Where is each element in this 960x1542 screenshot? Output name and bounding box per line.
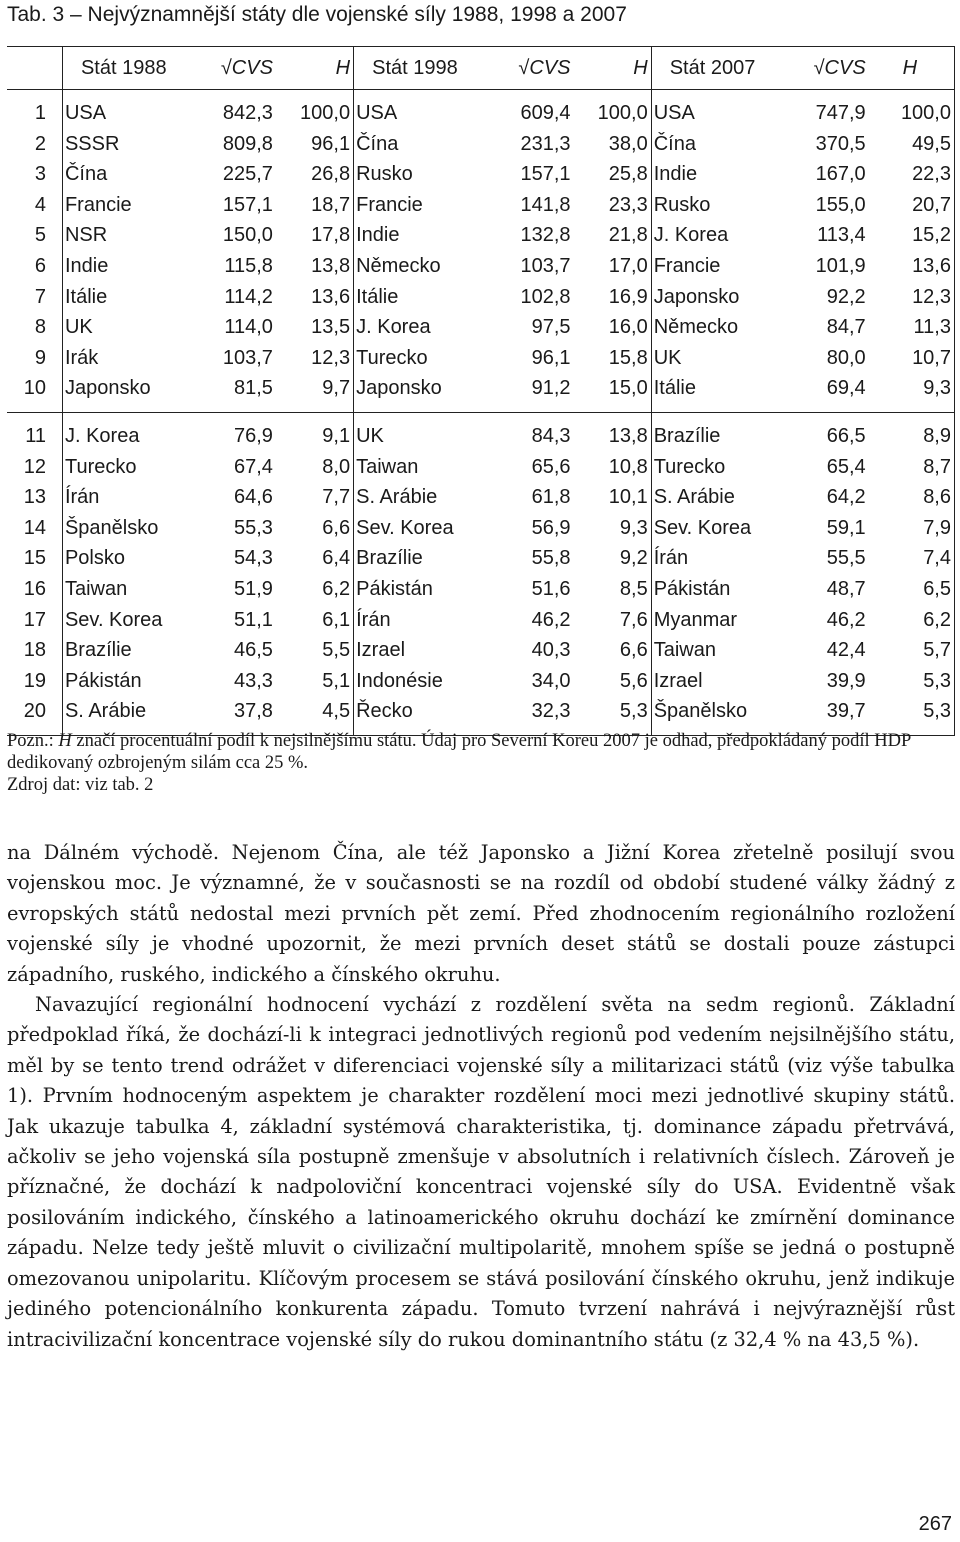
state-1988-cell: Pákistán: [64, 669, 142, 692]
rank-cell: 13: [7, 482, 62, 513]
h-1988-cell: 13,6: [276, 282, 354, 313]
note-prefix: Pozn.:: [7, 731, 59, 751]
h-1988-cell: 26,8: [276, 159, 354, 190]
cvs-1988-cell: 76,9: [233, 424, 273, 447]
table-body-top10: [7, 90, 955, 413]
rank-cell: 10: [7, 373, 62, 404]
h-1998-cell: 13,8: [574, 421, 652, 452]
state-1988-cell: Indie: [64, 254, 109, 277]
header-h-2007: H: [869, 47, 955, 90]
state-1988-cell: Turecko: [64, 455, 137, 478]
h-1998-cell: 9,2: [574, 543, 652, 574]
cvs-1998-cell: 97,5: [531, 316, 571, 339]
cvs-2007-cell: 155,0: [815, 193, 866, 216]
cvs-2007-cell: 55,5: [826, 547, 866, 570]
rank-cell: 1: [7, 98, 62, 129]
table-spacer-row: [7, 404, 955, 413]
cvs-2007-cell: 48,7: [826, 577, 866, 600]
rank-cell: 9: [7, 343, 62, 374]
state-1998-cell: Itálie: [356, 285, 399, 308]
h-2007-cell: 6,2: [869, 605, 955, 636]
state-1988-cell: Španělsko: [64, 516, 159, 539]
state-1988-cell: Írán: [64, 486, 100, 509]
rank-cell: 5: [7, 220, 62, 251]
cvs-1998-cell: 231,3: [520, 132, 571, 155]
cvs-1988-cell: 114,0: [224, 316, 273, 339]
state-1998-cell: Sev. Korea: [356, 516, 454, 539]
h-1988-cell: 6,6: [276, 513, 354, 544]
cvs-2007-cell: 39,9: [826, 669, 866, 692]
state-2007-cell: Německo: [653, 316, 739, 339]
cvs-2007-cell: 65,4: [826, 455, 866, 478]
cvs-2007-cell: 747,9: [815, 102, 866, 124]
h-1998-cell: 5,6: [574, 666, 652, 697]
cvs-1998-cell: 157,1: [520, 163, 571, 186]
header-rank: [7, 47, 62, 90]
spacer-cell: [354, 404, 491, 413]
state-2007-cell: Sev. Korea: [653, 516, 752, 539]
state-2007-cell: J. Korea: [653, 224, 729, 247]
h-2007-cell: 11,3: [869, 312, 955, 343]
table-row: [7, 513, 955, 544]
h-1998-cell: 17,0: [574, 251, 652, 282]
state-1998-cell: Turecko: [356, 346, 428, 369]
state-1988-cell: UK: [64, 316, 93, 339]
cvs-1998-cell: 132,8: [520, 224, 571, 247]
h-1988-cell: 4,5: [276, 696, 354, 727]
state-1998-cell: UK: [356, 424, 384, 447]
spacer-cell: [62, 404, 194, 413]
state-1998-cell: Izrael: [356, 639, 406, 662]
h-2007-cell: 20,7: [869, 190, 955, 221]
cvs-1988-cell: 842,3: [222, 102, 273, 124]
note-h-symbol: H: [58, 731, 72, 751]
cvs-2007-cell: 167,0: [815, 163, 866, 186]
cvs-2007-cell: 80,0: [826, 346, 866, 369]
state-2007-cell: Pákistán: [653, 577, 731, 600]
rank-cell: 2: [7, 129, 62, 160]
table-row: [7, 251, 955, 282]
cvs-1988-cell: 64,6: [233, 486, 273, 509]
h-2007-cell: 8,6: [869, 482, 955, 513]
cvs-1998-cell: 55,8: [531, 547, 571, 570]
h-1988-cell: 12,3: [276, 343, 354, 374]
spacer-cell: [354, 90, 491, 99]
table-row: [7, 220, 955, 251]
table-row: [7, 282, 955, 313]
h-1998-cell: 38,0: [574, 129, 652, 160]
paragraph-1: na Dálném východě. Nejenom Čína, ale též Japonsko a Jižní Korea zřetelně posilují svou vojenskou moc. Je významné, že v současnosti se na rozdíl od období studené války žádný z evropských států nedostal mezi prvních pět zemí. Před zhodnocením regionálního rozložení vojenské síly je vhodné upozornit, že mezi prvních deset států se dostali pouze zástupci západního, ruského, indického a čínského okruhu.: [7, 841, 955, 986]
state-2007-cell: Izrael: [653, 669, 703, 692]
h-1988-cell: 5,5: [276, 635, 354, 666]
h-1988-cell: 6,2: [276, 574, 354, 605]
h-1998-cell: 25,8: [574, 159, 652, 190]
cvs-1988-cell: 103,7: [222, 346, 273, 369]
spacer-cell: [276, 412, 354, 421]
h-2007-cell: 10,7: [869, 343, 955, 374]
spacer-cell: [574, 90, 652, 99]
spacer-cell: [574, 404, 652, 413]
state-2007-cell: Itálie: [653, 377, 696, 400]
spacer-cell: [869, 404, 955, 413]
h-2007-cell: 15,2: [869, 220, 955, 251]
rank-cell: 14: [7, 513, 62, 544]
spacer-cell: [781, 404, 868, 413]
table-row: [7, 543, 955, 574]
state-1998-cell: Francie: [356, 193, 423, 216]
h-2007-cell: 8,7: [869, 452, 955, 483]
cvs-2007-cell: 66,5: [826, 424, 866, 447]
cvs-1988-cell: 225,7: [222, 163, 273, 186]
state-2007-cell: Španělsko: [653, 700, 748, 723]
state-1998-cell: Čína: [356, 132, 399, 155]
table-row: [7, 696, 955, 727]
cvs-2007-cell: 64,2: [826, 486, 866, 509]
spacer-cell: [7, 90, 62, 99]
rank-cell: 8: [7, 312, 62, 343]
spacer-cell: [7, 404, 62, 413]
state-1998-cell: Německo: [356, 254, 441, 277]
table-row: [7, 98, 955, 129]
spacer-cell: [869, 90, 955, 99]
h-1988-cell: 8,0: [276, 452, 354, 483]
table-caption: Tab. 3 – Nejvýznamnější státy dle vojenské síly 1988, 1998 a 2007: [7, 3, 627, 26]
h-2007-cell: 5,7: [869, 635, 955, 666]
cvs-1988-cell: 81,5: [233, 377, 273, 400]
cvs-1988-cell: 37,8: [233, 700, 273, 723]
cvs-1998-cell: 103,7: [520, 254, 571, 277]
table-row: [7, 574, 955, 605]
cvs-1998-cell: 40,3: [531, 639, 571, 662]
spacer-cell: [574, 412, 652, 421]
table-body-11-20: [7, 412, 955, 735]
cvs-2007-cell: 69,4: [826, 377, 866, 400]
spacer-cell: [62, 90, 194, 99]
spacer-cell: [651, 404, 781, 413]
header-cvs-1988: √CVS: [194, 47, 276, 90]
state-2007-cell: Turecko: [653, 455, 726, 478]
spacer-cell: [490, 90, 573, 99]
state-1998-cell: Brazílie: [356, 547, 423, 570]
h-1988-cell: 9,1: [276, 421, 354, 452]
body-text: [7, 838, 955, 1355]
h-1988-cell: 7,7: [276, 482, 354, 513]
table-row: [7, 312, 955, 343]
state-1998-cell: Řecko: [356, 700, 413, 723]
spacer-cell: [781, 412, 868, 421]
spacer-cell: [651, 412, 781, 421]
h-2007-cell: 5,3: [869, 666, 955, 697]
state-1998-cell: Taiwan: [356, 455, 419, 478]
cvs-1988-cell: 54,3: [233, 547, 273, 570]
state-2007-cell: Indie: [653, 163, 698, 186]
spacer-cell: [781, 90, 868, 99]
rank-cell: 12: [7, 452, 62, 483]
cvs-2007-cell: 46,2: [826, 608, 866, 631]
state-1988-cell: NSR: [64, 224, 108, 247]
state-1988-cell: S. Arábie: [64, 700, 147, 723]
cvs-1998-cell: 96,1: [531, 346, 571, 369]
h-1988-cell: 18,7: [276, 190, 354, 221]
note-line: [7, 730, 957, 774]
spacer-cell: [194, 90, 276, 99]
rank-cell: 11: [7, 421, 62, 452]
h-1998-cell: 23,3: [574, 190, 652, 221]
h-1988-cell: 100,0: [276, 98, 354, 129]
spacer-cell: [276, 90, 354, 99]
table-row: [7, 159, 955, 190]
h-1998-cell: 10,8: [574, 452, 652, 483]
cvs-2007-cell: 59,1: [826, 516, 866, 539]
paragraph-2: Navazující regionální hodnocení vychází z rozdělení světa na sedm regionů. Základní předpoklad říká, že dochází-li k integraci jednotlivých regionů pod vedením nejsilnějšího státu, měl by se tento trend odrážet v diferenciaci vojenské síly a militarizaci států (viz výše tabulka 1). Prvním hodnoceným aspektem je charakter rozdělení moci mezi jednotlivé skupiny států. Jak ukazuje tabulka 4, základní systémová charakteristika, tj. dominance západu přetrvává, ačkoliv se jeho vojenská síla postupně zmenšuje v absolutních i relativních číslech. Zároveň je příznačné, že dochází k nadpoloviční koncentraci vojenské síly do USA. Evidentně však posilováním indického, čínského a latinoamerického okruhu dochází ke zmírnění dominance západu. Nelze tedy ještě mluvit o civilizační multipolaritě, mnohem spíše se jedná o postupně omezovanou unipolaritu. Klíčovým procesem se stává posilování čínského okruhu, jenž indikuje jediného potencionálního konkurenta západu. Tomuto tvrzení nahrává i nejvýraznější růst intracivilizační koncentrace vojenské síly do rukou dominantního státu (z 32,4 % na 43,5 %).: [7, 993, 955, 1351]
table-spacer-row: [7, 90, 955, 99]
h-1988-cell: 5,1: [276, 666, 354, 697]
rank-cell: 16: [7, 574, 62, 605]
h-1998-cell: 5,3: [574, 696, 652, 727]
spacer-cell: [490, 404, 573, 413]
h-2007-cell: 8,9: [869, 421, 955, 452]
h-1998-cell: 100,0: [574, 98, 652, 129]
cvs-1998-cell: 65,6: [531, 455, 571, 478]
header-cvs-1998: √CVS: [490, 47, 573, 90]
state-1988-cell: Brazílie: [64, 639, 132, 662]
cvs-1988-cell: 51,1: [233, 608, 273, 631]
state-1998-cell: Indie: [356, 224, 400, 247]
h-1998-cell: 8,5: [574, 574, 652, 605]
state-1988-cell: J. Korea: [64, 424, 140, 447]
h-1998-cell: 21,8: [574, 220, 652, 251]
state-1988-cell: SSSR: [64, 132, 120, 155]
rank-cell: 17: [7, 605, 62, 636]
cvs-1998-cell: 61,8: [531, 486, 571, 509]
rank-cell: 15: [7, 543, 62, 574]
header-state-2007: Stát 2007: [651, 47, 781, 90]
h-2007-cell: 6,5: [869, 574, 955, 605]
cvs-2007-cell: 370,5: [815, 132, 866, 155]
table-row: [7, 190, 955, 221]
state-1998-cell: Japonsko: [356, 377, 442, 400]
state-2007-cell: Írán: [653, 547, 689, 570]
rank-cell: 3: [7, 159, 62, 190]
state-2007-cell: Japonsko: [653, 285, 740, 308]
h-1988-cell: 13,8: [276, 251, 354, 282]
cvs-1998-cell: 84,3: [531, 424, 571, 447]
state-2007-cell: Myanmar: [653, 608, 738, 631]
table-row: [7, 129, 955, 160]
state-1998-cell: J. Korea: [356, 316, 431, 339]
h-1998-cell: 7,6: [574, 605, 652, 636]
table-row: [7, 421, 955, 452]
spacer-cell: [869, 412, 955, 421]
cvs-1998-cell: 141,8: [520, 193, 571, 216]
header-h-1988: H: [276, 47, 354, 90]
cvs-2007-cell: 84,7: [826, 316, 866, 339]
state-1998-cell: Indonésie: [356, 669, 443, 692]
table-row: [7, 635, 955, 666]
header-state-1988: Stát 1988: [62, 47, 194, 90]
header-cvs-2007: √CVS: [781, 47, 868, 90]
state-1998-cell: S. Arábie: [356, 486, 438, 509]
cvs-1998-cell: 51,6: [531, 577, 571, 600]
state-2007-cell: USA: [653, 102, 695, 124]
spacer-cell: [651, 90, 781, 99]
cvs-1988-cell: 67,4: [233, 455, 273, 478]
state-1998-cell: Rusko: [356, 163, 413, 186]
cvs-1998-cell: 56,9: [531, 516, 571, 539]
cvs-2007-cell: 42,4: [826, 639, 866, 662]
h-1988-cell: 6,4: [276, 543, 354, 574]
state-1988-cell: Francie: [64, 193, 132, 216]
h-2007-cell: 12,3: [869, 282, 955, 313]
military-strength-table: [7, 46, 955, 736]
table-row: [7, 605, 955, 636]
state-1988-cell: Polsko: [64, 547, 125, 570]
rank-cell: 4: [7, 190, 62, 221]
spacer-cell: [490, 412, 573, 421]
cvs-1988-cell: 157,1: [222, 193, 273, 216]
h-2007-cell: 49,5: [869, 129, 955, 160]
table-row: [7, 373, 955, 404]
state-2007-cell: UK: [653, 346, 682, 369]
h-1988-cell: 17,8: [276, 220, 354, 251]
rank-cell: 7: [7, 282, 62, 313]
cvs-1988-cell: 114,2: [224, 285, 273, 308]
state-2007-cell: Čína: [653, 132, 696, 155]
cvs-1988-cell: 115,8: [224, 254, 273, 277]
spacer-cell: [194, 412, 276, 421]
cvs-1988-cell: 150,0: [222, 224, 273, 247]
rank-cell: 18: [7, 635, 62, 666]
rank-cell: 19: [7, 666, 62, 697]
state-2007-cell: Brazílie: [653, 424, 721, 447]
cvs-1998-cell: 46,2: [531, 608, 571, 631]
note-text: značí procentuální podíl k nejsilnějšímu státu. Údaj pro Severní Koreu 2007 je odhad, předpokládaný podíl HDP dedikovaný ozbrojeným silám cca 25 %.: [7, 731, 911, 773]
h-1988-cell: 96,1: [276, 129, 354, 160]
state-1988-cell: Sev. Korea: [64, 608, 163, 631]
h-1998-cell: 10,1: [574, 482, 652, 513]
state-1988-cell: USA: [64, 102, 107, 124]
spacer-cell: [62, 412, 194, 421]
cvs-1988-cell: 55,3: [233, 516, 273, 539]
cvs-1998-cell: 609,4: [520, 102, 571, 124]
state-1998-cell: USA: [356, 102, 398, 124]
h-2007-cell: 22,3: [869, 159, 955, 190]
table-header-row: [7, 47, 955, 90]
cvs-1988-cell: 51,9: [233, 577, 273, 600]
state-1988-cell: Čína: [64, 163, 108, 186]
state-1988-cell: Itálie: [64, 285, 108, 308]
h-2007-cell: 7,9: [869, 513, 955, 544]
state-1998-cell: Írán: [356, 608, 391, 631]
cvs-1998-cell: 102,8: [520, 285, 571, 308]
state-2007-cell: Francie: [653, 254, 721, 277]
h-1998-cell: 9,3: [574, 513, 652, 544]
state-1988-cell: Irák: [64, 346, 99, 369]
state-2007-cell: Rusko: [653, 193, 711, 216]
spacer-cell: [7, 412, 62, 421]
h-2007-cell: 7,4: [869, 543, 955, 574]
h-1988-cell: 13,5: [276, 312, 354, 343]
h-1998-cell: 15,0: [574, 373, 652, 404]
cvs-2007-cell: 101,9: [815, 254, 866, 277]
h-1998-cell: 16,9: [574, 282, 652, 313]
rank-cell: 20: [7, 696, 62, 727]
table-note: [7, 730, 957, 796]
note-source: Zdroj dat: viz tab. 2: [7, 775, 154, 795]
table-row: [7, 666, 955, 697]
table-row: [7, 343, 955, 374]
header-h-1998: H: [574, 47, 652, 90]
h-1998-cell: 6,6: [574, 635, 652, 666]
h-1998-cell: 15,8: [574, 343, 652, 374]
table-row: [7, 482, 955, 513]
state-1988-cell: Japonsko: [64, 377, 151, 400]
cvs-1988-cell: 46,5: [233, 639, 273, 662]
cvs-2007-cell: 113,4: [817, 224, 866, 247]
cvs-1988-cell: 809,8: [222, 132, 273, 155]
state-1998-cell: Pákistán: [356, 577, 433, 600]
h-2007-cell: 13,6: [869, 251, 955, 282]
header-state-1998: Stát 1998: [354, 47, 491, 90]
h-1988-cell: 9,7: [276, 373, 354, 404]
cvs-2007-cell: 39,7: [826, 700, 866, 723]
table-row: [7, 452, 955, 483]
spacer-cell: [276, 404, 354, 413]
h-2007-cell: 100,0: [869, 98, 955, 129]
cvs-2007-cell: 92,2: [826, 285, 866, 308]
cvs-1998-cell: 91,2: [531, 377, 571, 400]
table-spacer-row: [7, 412, 955, 421]
page-number: 267: [918, 1513, 952, 1535]
h-1998-cell: 16,0: [574, 312, 652, 343]
spacer-cell: [354, 412, 491, 421]
state-2007-cell: Taiwan: [653, 639, 716, 662]
h-2007-cell: 5,3: [869, 696, 955, 727]
h-1988-cell: 6,1: [276, 605, 354, 636]
cvs-1998-cell: 34,0: [531, 669, 571, 692]
rank-cell: 6: [7, 251, 62, 282]
cvs-1998-cell: 32,3: [531, 700, 571, 723]
state-2007-cell: S. Arábie: [653, 486, 735, 509]
state-1988-cell: Taiwan: [64, 577, 128, 600]
cvs-1988-cell: 43,3: [233, 669, 273, 692]
spacer-cell: [194, 404, 276, 413]
h-2007-cell: 9,3: [869, 373, 955, 404]
